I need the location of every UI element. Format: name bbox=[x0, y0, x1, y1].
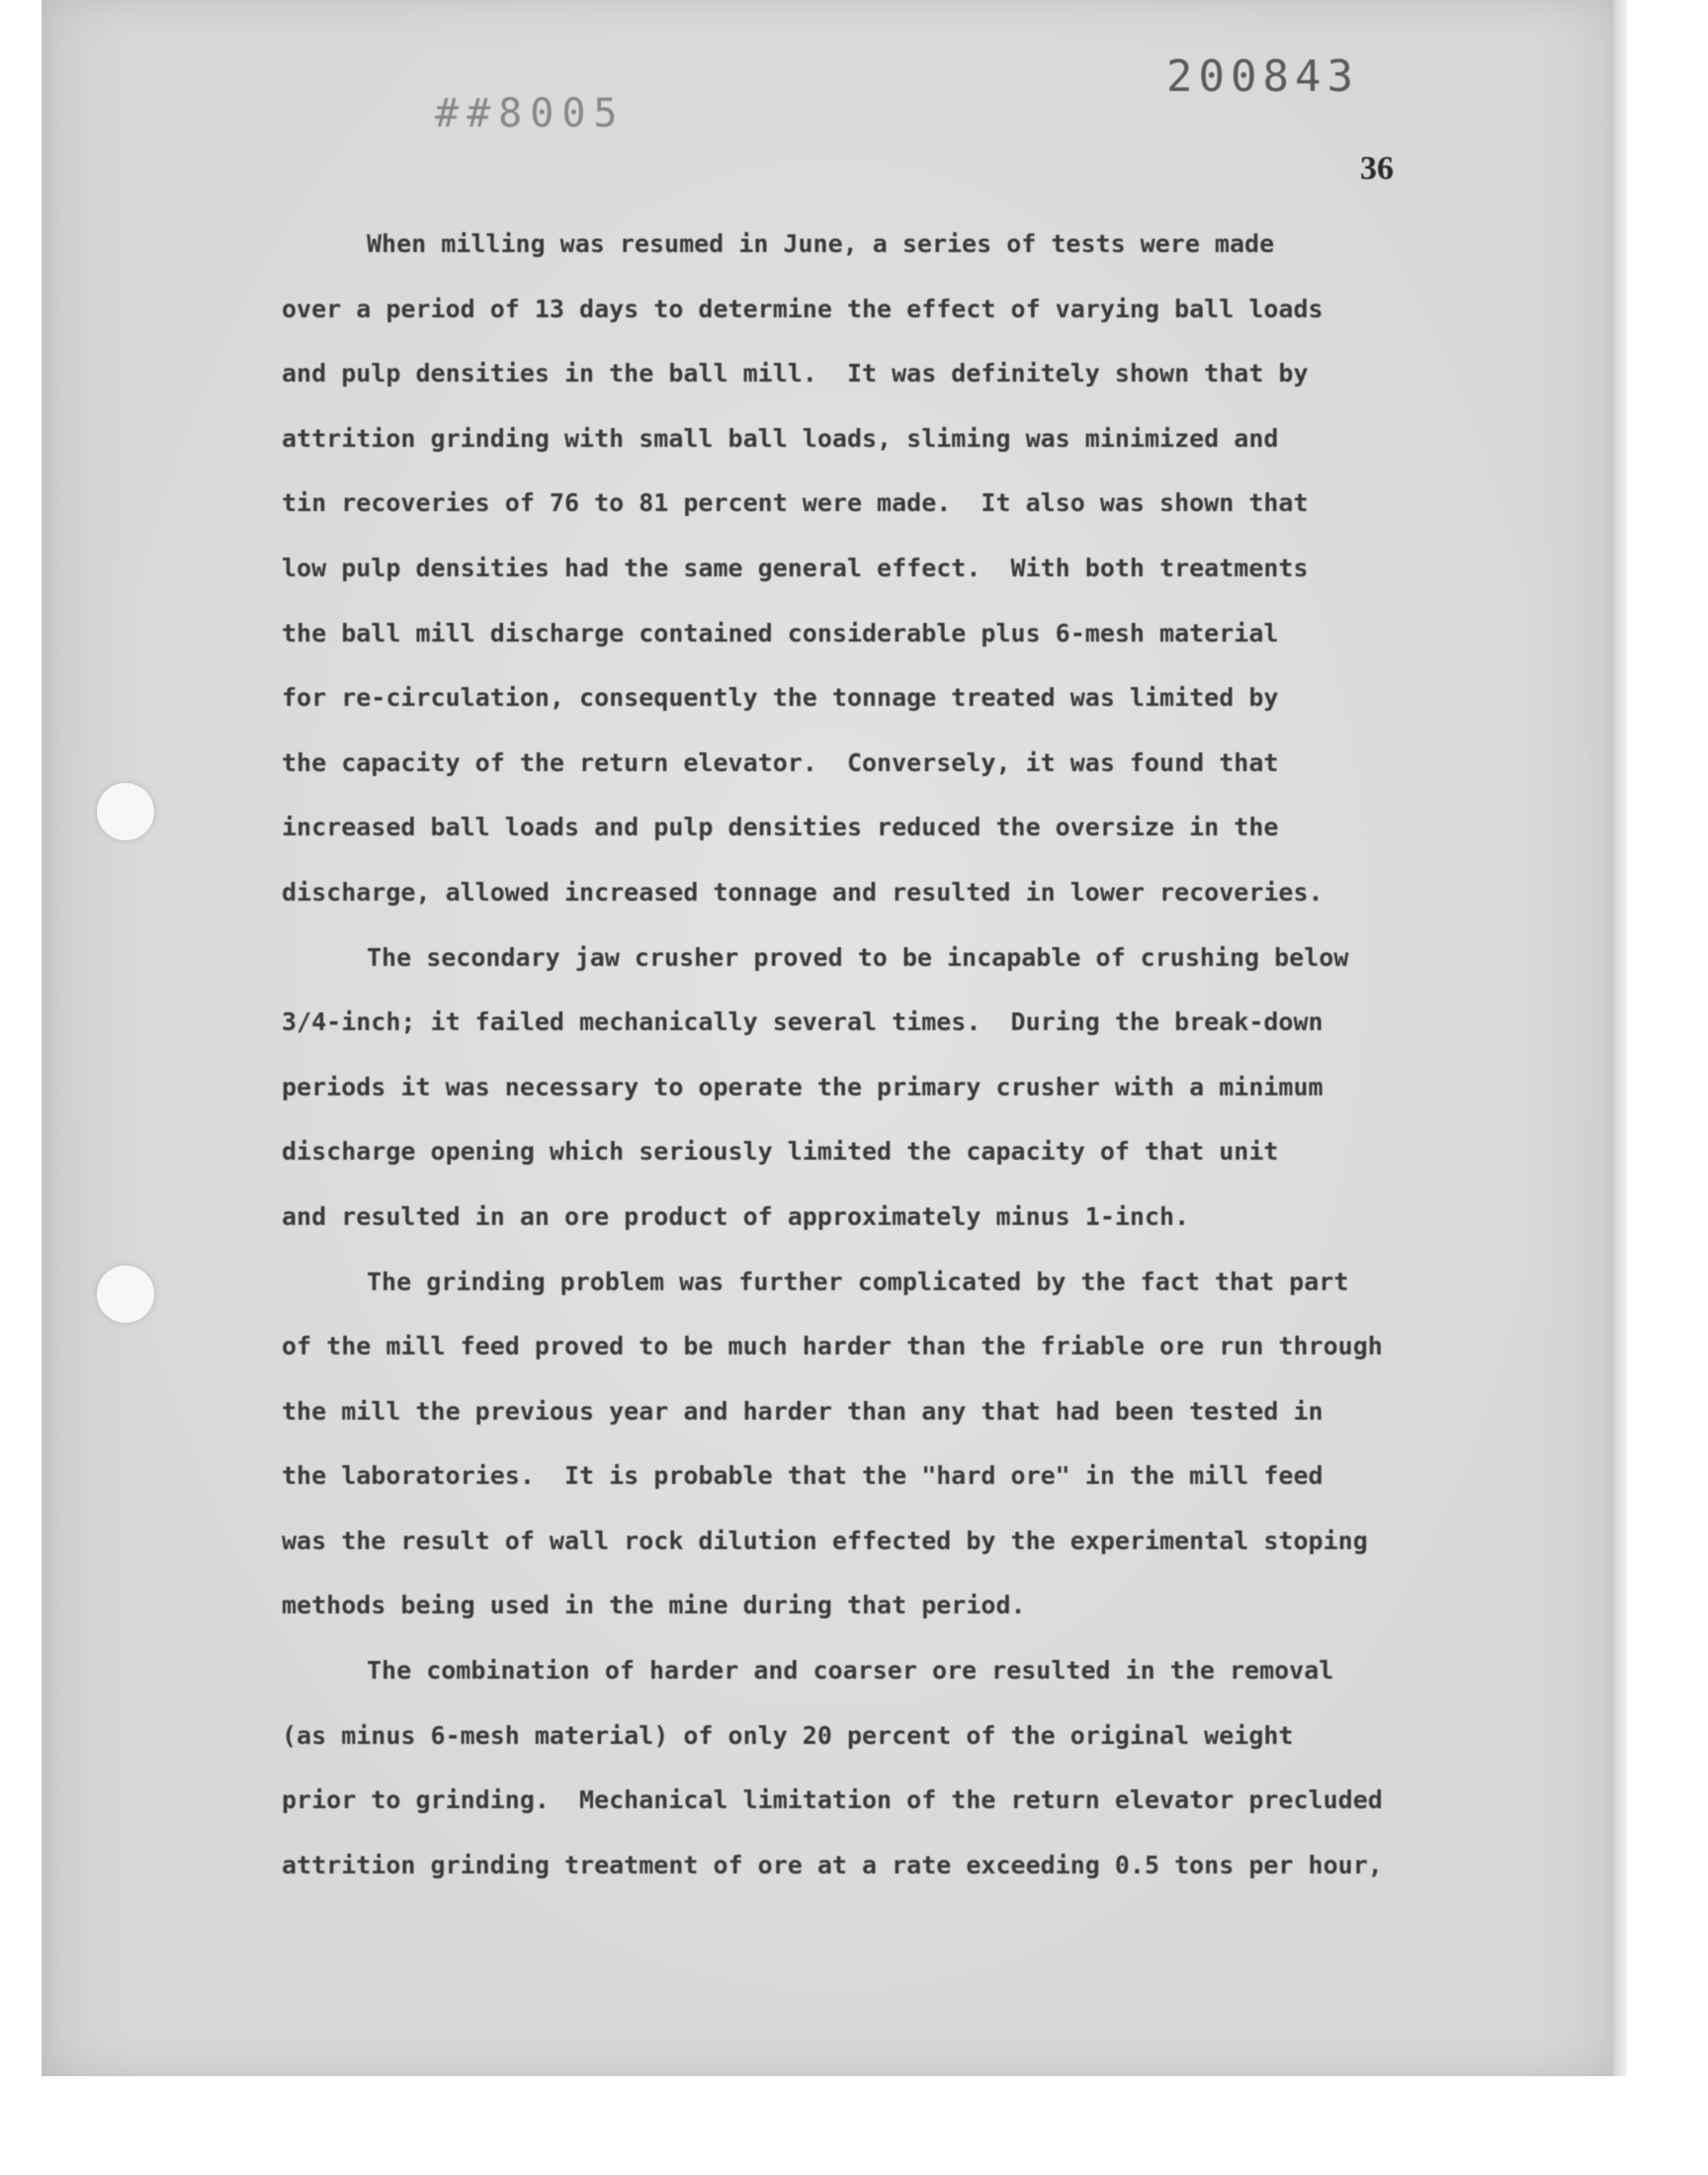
text-line: over a period of 13 days to determine the effect of varying ball loads bbox=[282, 294, 1324, 323]
text-line: 3/4-inch; it failed mechanically several times. During the break-down bbox=[282, 1007, 1324, 1037]
text-line: low pulp densities had the same general effect. With both treatments bbox=[282, 553, 1309, 582]
text-line: methods being used in the mine during that period. bbox=[282, 1591, 1026, 1620]
text-line: attrition grinding with small ball loads, sliming was minimized and bbox=[282, 423, 1279, 453]
text-line: periods it was necessary to operate the primary crusher with a minimum bbox=[282, 1072, 1324, 1101]
text-line: When milling was resumed in June, a series of tests were made bbox=[367, 229, 1275, 258]
archive-stamp-number: 200843 bbox=[1166, 51, 1359, 102]
text-line: the mill the previous year and harder than any that had been tested in bbox=[282, 1396, 1324, 1426]
text-line: for re-circulation, consequently the tonnage treated was limited by bbox=[282, 683, 1279, 713]
text-line: attrition grinding treatment of ore at a rate exceeding 0.5 tons per hour, bbox=[282, 1850, 1383, 1879]
text-line: of the mill feed proved to be much harder than the friable ore run through bbox=[282, 1332, 1383, 1361]
page-edge-shadow bbox=[1613, 0, 1627, 2076]
text-line: and pulp densities in the ball mill. It was definitely shown that by bbox=[282, 359, 1309, 389]
text-line: increased ball loads and pulp densities reduced the oversize in the bbox=[282, 813, 1279, 842]
text-line: prior to grinding. Mechanical limitation of the return elevator precluded bbox=[282, 1785, 1383, 1815]
body-text bbox=[282, 212, 1567, 1897]
punch-hole-upper bbox=[97, 783, 154, 840]
text-line: discharge opening which seriously limited the capacity of that unit bbox=[282, 1137, 1279, 1167]
text-line: discharge, allowed increased tonnage and resulted in lower recoveries. bbox=[282, 877, 1324, 907]
text-line: the laboratories. It is probable that the "hard ore" in the mill feed bbox=[282, 1461, 1324, 1491]
text-line: tin recoveries of 76 to 81 percent were made. It also was shown that bbox=[282, 488, 1309, 518]
text-line: was the result of wall rock dilution effected by the experimental stoping bbox=[282, 1525, 1368, 1555]
text-line: The combination of harder and coarser ore resulted in the removal bbox=[367, 1656, 1334, 1686]
punch-hole-lower bbox=[97, 1265, 154, 1323]
text-line: The grinding problem was further complicated by the fact that part bbox=[367, 1266, 1349, 1296]
text-line: the ball mill discharge contained considerable plus 6-mesh material bbox=[282, 618, 1279, 648]
text-line: the capacity of the return elevator. Conversely, it was found that bbox=[282, 747, 1279, 777]
text-line: (as minus 6-mesh material) of only 20 percent of the original weight bbox=[282, 1720, 1294, 1750]
page-number: 36 bbox=[1360, 150, 1394, 187]
text-line: and resulted in an ore product of approximately minus 1-inch. bbox=[282, 1201, 1190, 1231]
faded-stamp-number: ##8005 bbox=[435, 91, 626, 136]
text-line: The secondary jaw crusher proved to be incapable of crushing below bbox=[367, 942, 1349, 972]
